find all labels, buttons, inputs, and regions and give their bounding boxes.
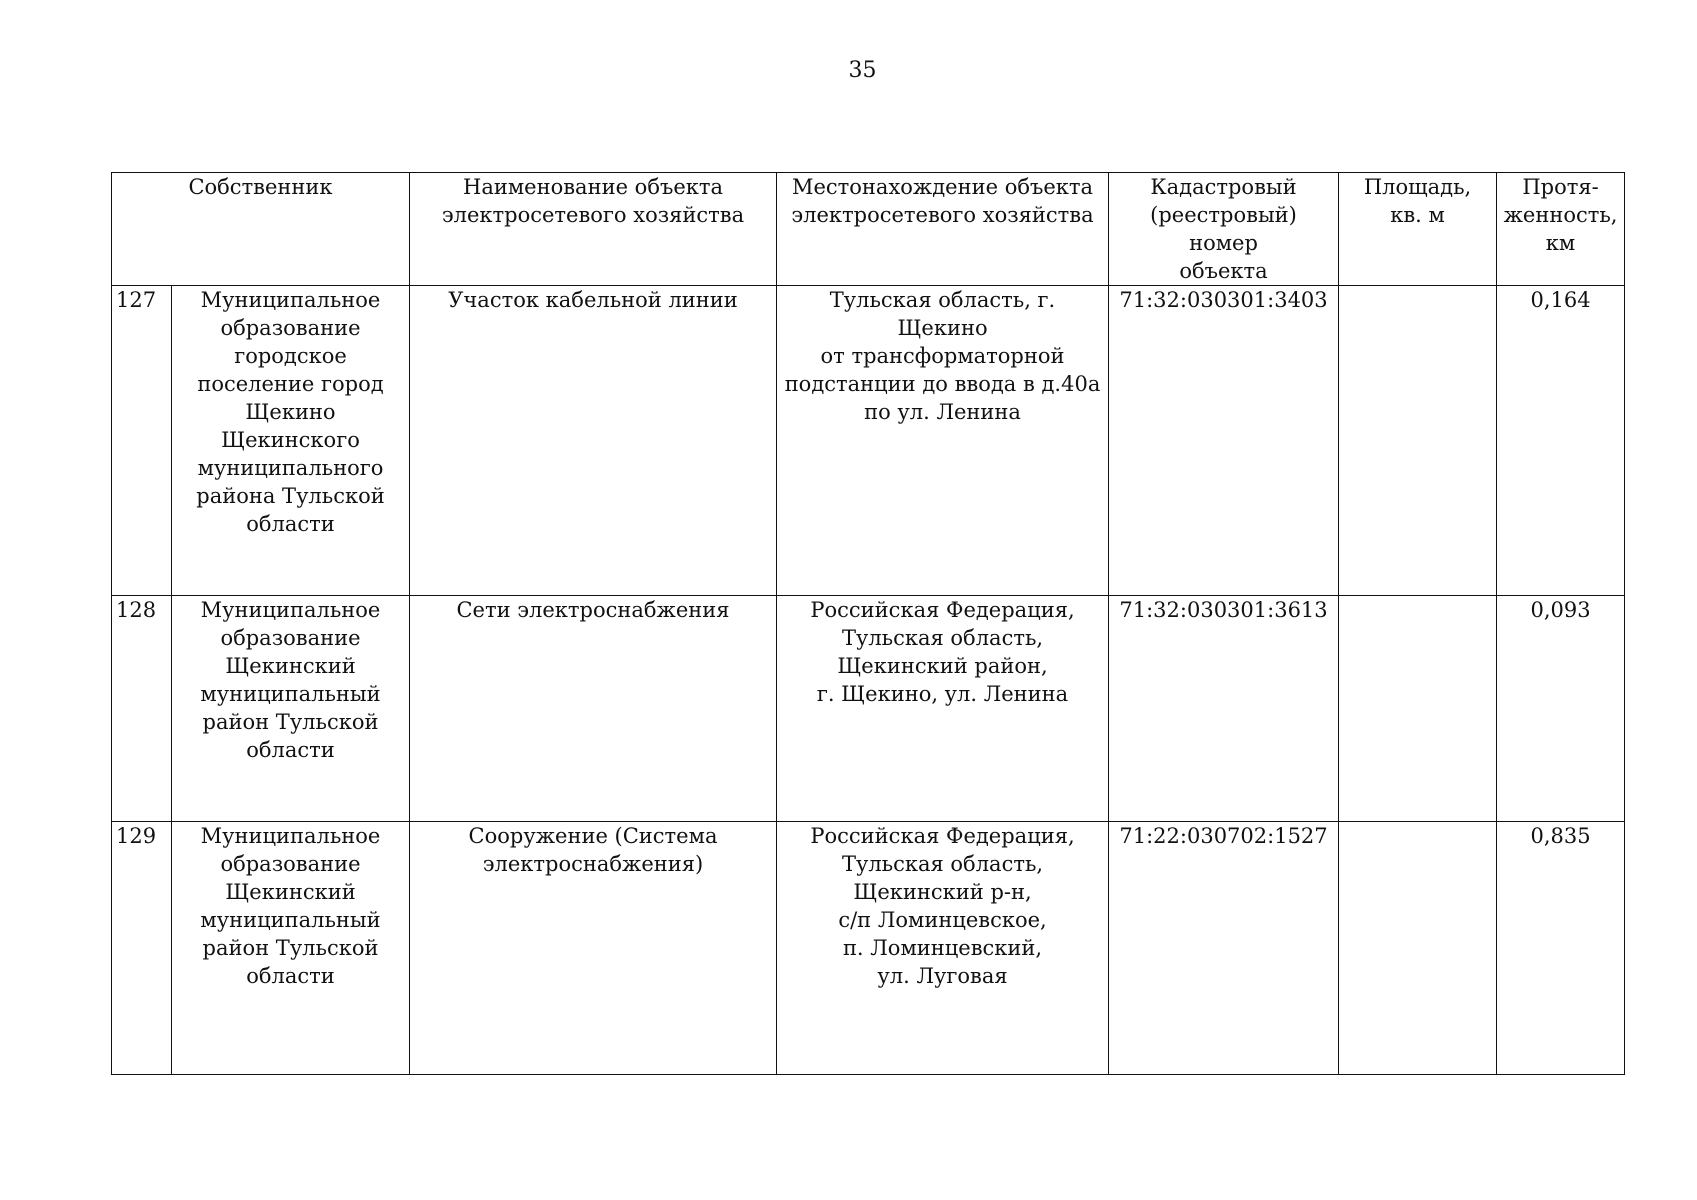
object-name-cell: Сети электроснабжения xyxy=(410,596,777,822)
row-number: 127 xyxy=(112,286,172,596)
owner-cell: Муниципальное образование Щекинский муниципальный район Тульской области xyxy=(172,822,410,1075)
area-cell xyxy=(1339,596,1497,822)
length-cell: 0,835 xyxy=(1497,822,1625,1075)
location-cell: Тульская область, г. Щекино от трансформаторной подстанции до ввода в д.40а по ул. Ленина xyxy=(777,286,1109,596)
row-number: 128 xyxy=(112,596,172,822)
header-length: Протя- женность, км xyxy=(1497,173,1625,286)
location-cell: Российская Федерация, Тульская область, Щекинский район, г. Щекино, ул. Ленина xyxy=(777,596,1109,822)
location-cell: Российская Федерация, Тульская область, Щекинский р-н, с/п Ломинцевское, п. Ломинцевский, ул. Луговая xyxy=(777,822,1109,1075)
table-row xyxy=(112,286,1625,596)
owner-cell: Муниципальное образование городское поселение город Щекино Щекинского муниципального района Тульской области xyxy=(172,286,410,596)
cadastral-number-cell: 71:32:030301:3613 xyxy=(1109,596,1339,822)
header-location: Местонахождение объекта электросетевого хозяйства xyxy=(777,173,1109,286)
table-row xyxy=(112,596,1625,822)
table-header-row xyxy=(112,173,1625,286)
object-name-cell: Участок кабельной линии xyxy=(410,286,777,596)
header-cadastral-number: Кадастровый (реестровый) номер объекта xyxy=(1109,173,1339,286)
header-area: Площадь, кв. м xyxy=(1339,173,1497,286)
cadastral-number-cell: 71:32:030301:3403 xyxy=(1109,286,1339,596)
table-row xyxy=(112,822,1625,1075)
page-number: 35 xyxy=(848,58,877,83)
cadastral-number-cell: 71:22:030702:1527 xyxy=(1109,822,1339,1075)
header-owner: Собственник xyxy=(112,173,410,286)
object-name-cell: Сооружение (Система электроснабжения) xyxy=(410,822,777,1075)
row-number: 129 xyxy=(112,822,172,1075)
property-registry-table xyxy=(111,172,1625,1075)
area-cell xyxy=(1339,286,1497,596)
owner-cell: Муниципальное образование Щекинский муниципальный район Тульской области xyxy=(172,596,410,822)
length-cell: 0,093 xyxy=(1497,596,1625,822)
area-cell xyxy=(1339,822,1497,1075)
header-object-name: Наименование объекта электросетевого хозяйства xyxy=(410,173,777,286)
length-cell: 0,164 xyxy=(1497,286,1625,596)
